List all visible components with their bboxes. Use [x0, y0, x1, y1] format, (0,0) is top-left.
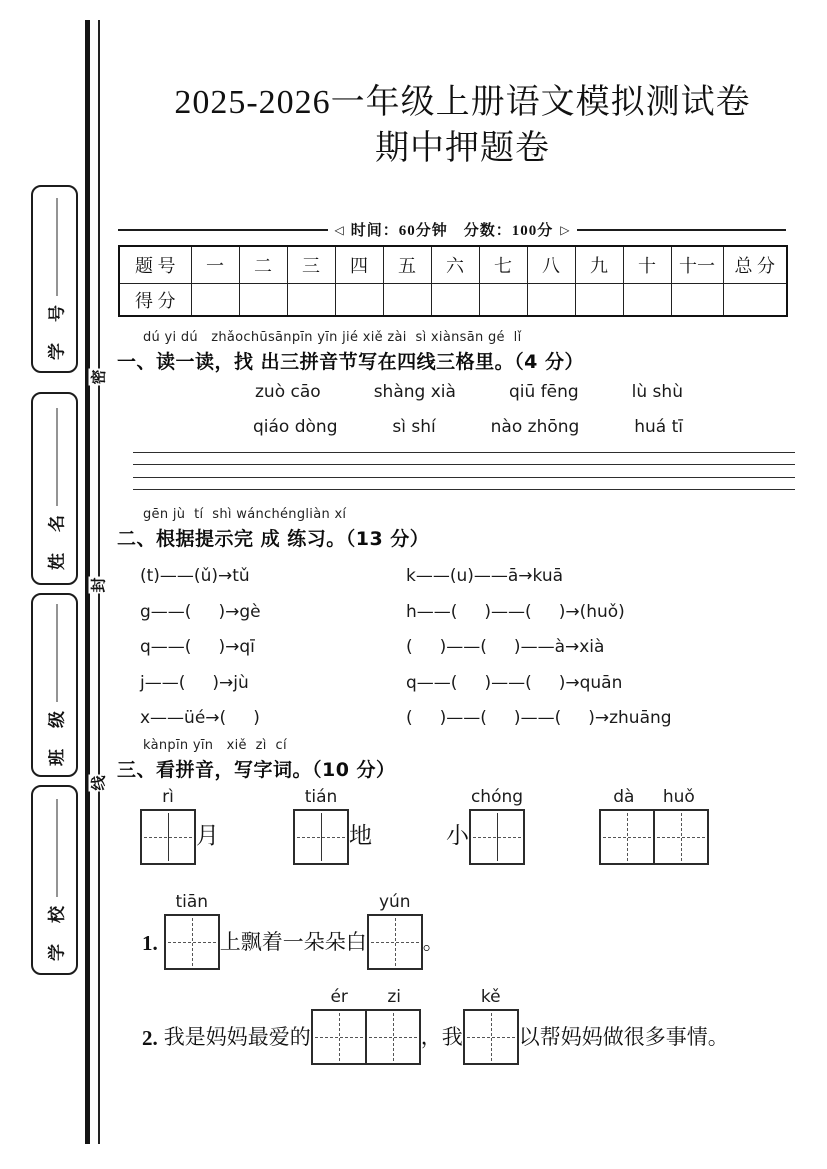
pinyin-word: qiáo dòng	[253, 417, 338, 437]
section3-heading: 三、看拼音，写字词。（10 分）	[117, 759, 396, 781]
header-cell: 二	[239, 246, 287, 284]
word-prefix: 小	[446, 823, 469, 848]
exercise-item: (t)——(ǔ)→tǔ	[140, 566, 250, 586]
pinyin-word: lù shù	[631, 382, 683, 402]
writing-line	[133, 464, 795, 476]
section3-pinyin: kànpīn yīn xiě zì cí	[143, 738, 287, 753]
tianzige-box	[653, 809, 709, 865]
sentence-number: 1.	[142, 931, 158, 955]
section1-words-row1	[255, 382, 683, 402]
word-item-ri	[140, 787, 219, 865]
rule-right	[577, 229, 787, 231]
writing-line	[133, 489, 795, 490]
grid-pinyin-pair	[599, 787, 709, 809]
grid-pinyin: zi	[387, 987, 402, 1007]
section2-exercise-grid	[140, 559, 795, 737]
sentence-period: 。	[422, 930, 444, 954]
header-cell: 题 号	[119, 246, 191, 284]
seal-char-mi: 密	[89, 369, 111, 386]
name-fill-line	[56, 408, 57, 506]
exercise-item: ( )——( )——à→xià	[406, 637, 605, 657]
score-cell-empty	[479, 284, 527, 317]
tianzige-box	[463, 1009, 519, 1065]
section3-word-grids	[140, 787, 709, 865]
time-score-text: 时间：60分钟 分数：100分	[350, 223, 554, 239]
sentence-2	[142, 987, 729, 1065]
tianzige-box	[365, 1009, 421, 1065]
grid-pinyin: ér	[330, 987, 348, 1007]
score-cell-empty	[335, 284, 383, 317]
paper-title-line2: 期中押题卷	[375, 130, 550, 167]
exercise-item: j——( )→jù	[140, 672, 249, 693]
word-suffix: 地	[349, 823, 372, 848]
score-cell-empty	[723, 284, 787, 317]
score-cell-empty	[575, 284, 623, 317]
sentence-1	[142, 892, 444, 970]
exercise-item: h——( )——( )→(huǒ)	[406, 601, 625, 622]
exercise-item: q——( )→qī	[140, 637, 255, 657]
section1-heading: 一、读一读，找 出三拼音节写在四线三格里。（4 分）	[117, 351, 584, 373]
score-cell-empty	[191, 284, 239, 317]
score-row-label: 得 分	[119, 284, 191, 317]
paper-title-line1: 2025-2026一年级上册语文模拟测试卷	[174, 84, 751, 121]
header-cell: 九	[575, 246, 623, 284]
grid-pinyin: tián	[304, 787, 338, 807]
header-cell: 十	[623, 246, 671, 284]
score-cell-empty	[623, 284, 671, 317]
grid-pinyin: yún	[378, 892, 411, 912]
sidebar-field-school	[31, 785, 78, 975]
time-score-line	[118, 219, 786, 240]
writing-line	[133, 477, 795, 489]
score-cell-empty	[287, 284, 335, 317]
exercise-item: ( )——( )——( )→zhuāng	[406, 708, 672, 728]
sidebar-field-name	[31, 392, 78, 585]
score-table	[118, 245, 788, 317]
writing-line	[133, 452, 795, 464]
header-cell: 十一	[671, 246, 723, 284]
writing-lines	[133, 452, 795, 490]
grid-pinyin: chóng	[470, 787, 524, 807]
word-item-dahuo	[599, 787, 709, 865]
seal-char-feng: 封	[89, 577, 111, 594]
score-table-score-row	[119, 284, 787, 317]
tianzige-box	[599, 809, 655, 865]
school-label: 学 校	[47, 904, 66, 961]
tianzige-box	[293, 809, 349, 865]
sentence-text: 上飘着一朵朵白	[219, 930, 367, 954]
word-suffix: 月	[196, 823, 219, 848]
school-fill-line	[56, 799, 57, 897]
tianzige-box	[367, 914, 423, 970]
exercise-item: q——( )——( )→quān	[406, 672, 623, 693]
header-cell: 八	[527, 246, 575, 284]
class-label: 班 级	[47, 709, 66, 766]
grid-pinyin: tiān	[175, 892, 209, 912]
rule-left	[118, 229, 328, 231]
exercise-item: x——üé→( )	[140, 708, 260, 728]
grid-pinyin: rì	[162, 787, 174, 807]
student-id-label: 学 号	[47, 303, 66, 360]
score-cell-empty	[239, 284, 287, 317]
triangle-left-icon: ◁	[334, 222, 344, 237]
pinyin-word: zuò cāo	[255, 382, 321, 402]
pinyin-word: shàng xià	[373, 382, 456, 402]
header-cell: 一	[191, 246, 239, 284]
word-item-tian	[293, 787, 372, 865]
tianzige-box	[311, 1009, 367, 1065]
section2-pinyin: gēn jù tí shì wánchéngliàn xí	[143, 507, 347, 522]
section1-pinyin: dú yi dú zhǎochūsānpīn yīn jié xiě zài sì xiànsān gé lǐ	[143, 330, 522, 345]
word-item-chong	[446, 787, 525, 865]
grid-pinyin: kě	[480, 987, 501, 1007]
triangle-right-icon: ▷	[560, 222, 570, 237]
sentence-text: 以帮妈妈做很多事情。	[518, 1025, 729, 1049]
student-id-fill-line	[56, 198, 57, 296]
pinyin-word: nào zhōng	[490, 417, 580, 437]
sidebar-field-student-id	[31, 185, 78, 373]
score-cell-empty	[671, 284, 723, 317]
class-fill-line	[56, 604, 57, 702]
exercise-item: k——(u)——ā→kuā	[406, 566, 564, 586]
sentence-number: 2.	[142, 1026, 158, 1050]
pinyin-word: qiū fēng	[508, 382, 579, 402]
tianzige-box	[140, 809, 196, 865]
header-cell: 五	[383, 246, 431, 284]
tianzige-box	[164, 914, 220, 970]
header-cell: 七	[479, 246, 527, 284]
score-cell-empty	[383, 284, 431, 317]
pinyin-word: huá tī	[634, 417, 683, 437]
grid-pinyin: huǒ	[662, 787, 695, 807]
grid-pinyin: dà	[613, 787, 635, 807]
exercise-item: g——( )→gè	[140, 601, 261, 622]
pinyin-word: sì shí	[392, 417, 436, 437]
tianzige-double-box	[311, 1009, 421, 1065]
header-cell: 六	[431, 246, 479, 284]
sentence-text: ，我	[420, 1025, 463, 1049]
header-cell: 三	[287, 246, 335, 284]
sidebar-field-class	[31, 593, 78, 777]
section2-heading: 二、根据提示完 成 练习。（13 分）	[117, 528, 430, 550]
score-cell-empty	[527, 284, 575, 317]
seal-char-xian: 线	[89, 775, 111, 792]
name-label: 姓 名	[47, 512, 66, 570]
tianzige-double-box	[599, 809, 709, 865]
score-table-header-row	[119, 246, 787, 284]
section1-words-row2	[253, 417, 683, 437]
score-cell-empty	[431, 284, 479, 317]
grid-pinyin-pair	[311, 987, 421, 1009]
sentence-text: 我是妈妈最爱的	[163, 1025, 311, 1049]
tianzige-box	[469, 809, 525, 865]
header-cell: 四	[335, 246, 383, 284]
header-cell: 总 分	[723, 246, 787, 284]
